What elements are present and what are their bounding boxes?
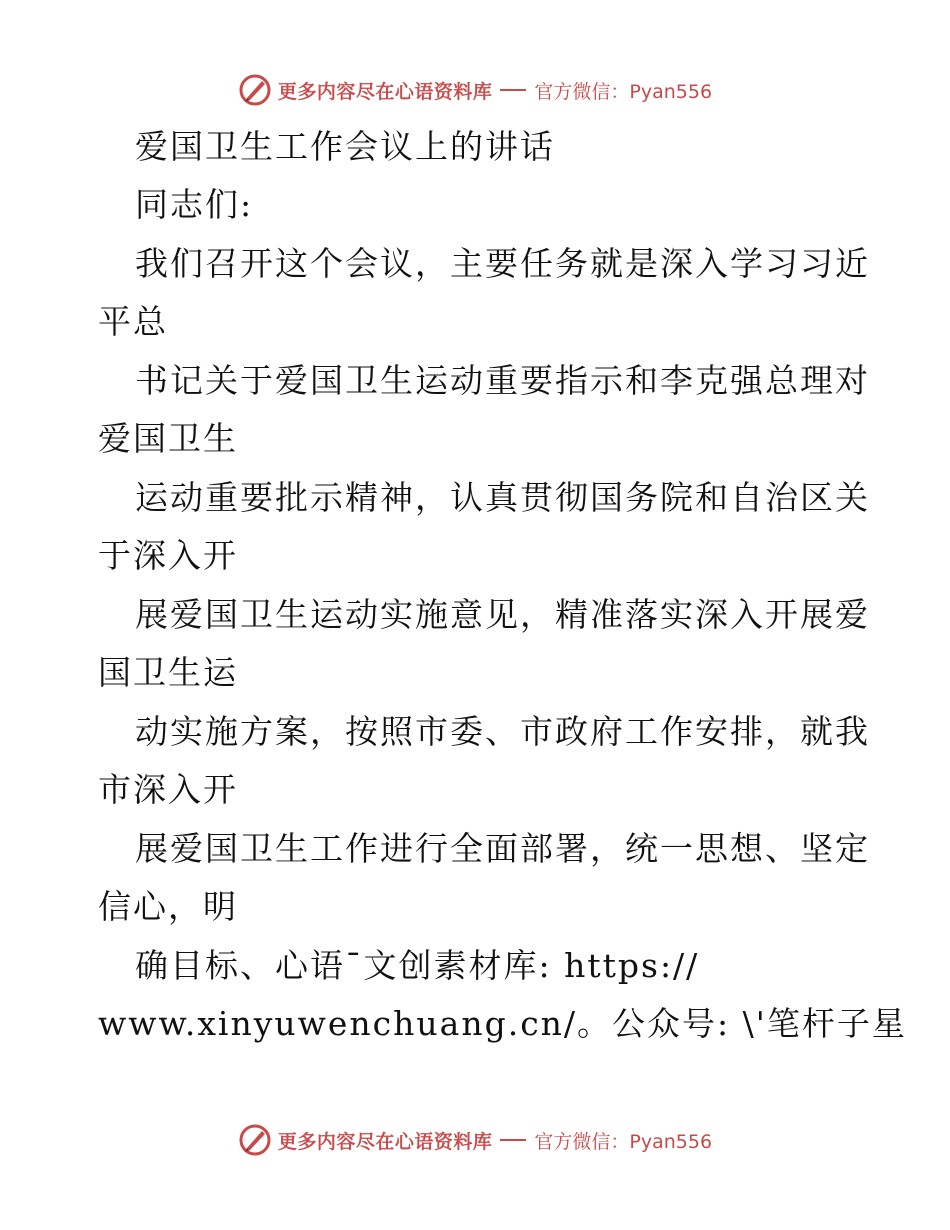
salutation-line: 同志们: [135,185,254,224]
banner-wechat: 官方微信：Pyan556 [534,1130,713,1153]
banner-title: 更多内容尽在心语资料库 [277,80,493,103]
paragraph-line: 国卫生运 [98,653,238,692]
document-title: 爱国卫生工作会议上的讲话 [135,127,555,166]
paragraph-line: www.xinyuwenchuang.cn/。公众号: \'笔杆子星 [98,1004,907,1043]
footer-banner [0,1120,950,1160]
paragraph-line: 平总 [98,302,168,341]
paragraph-line: 信心，明 [98,887,238,926]
banner-divider [500,1139,526,1141]
paragraph-line: 展爱国卫生运动实施意见，精准落实深入开展爱 [135,595,870,634]
paragraph-line: 动实施方案，按照市委、市政府工作安排，就我 [135,712,870,751]
banner-title: 更多内容尽在心语资料库 [277,1130,493,1153]
paragraph-line: 于深入开 [98,536,238,575]
paragraph-line: 我们召开这个会议，主要任务就是深入学习习近 [135,244,870,283]
quill-pen-logo-icon [238,1123,272,1157]
paragraph-line: 展爱国卫生工作进行全面部署，统一思想、坚定 [135,829,870,868]
paragraph-line: 运动重要批示精神，认真贯彻国务院和自治区关 [135,478,870,517]
paragraph-line: 市深入开 [98,770,238,809]
paragraph-line: 确目标、心语¯文创素材库: https:// [135,946,700,985]
banner-wechat: 官方微信：Pyan556 [534,80,713,103]
paragraph-line: 书记关于爱国卫生运动重要指示和李克强总理对 [135,361,870,400]
paragraph-line: 爱国卫生 [98,419,238,458]
